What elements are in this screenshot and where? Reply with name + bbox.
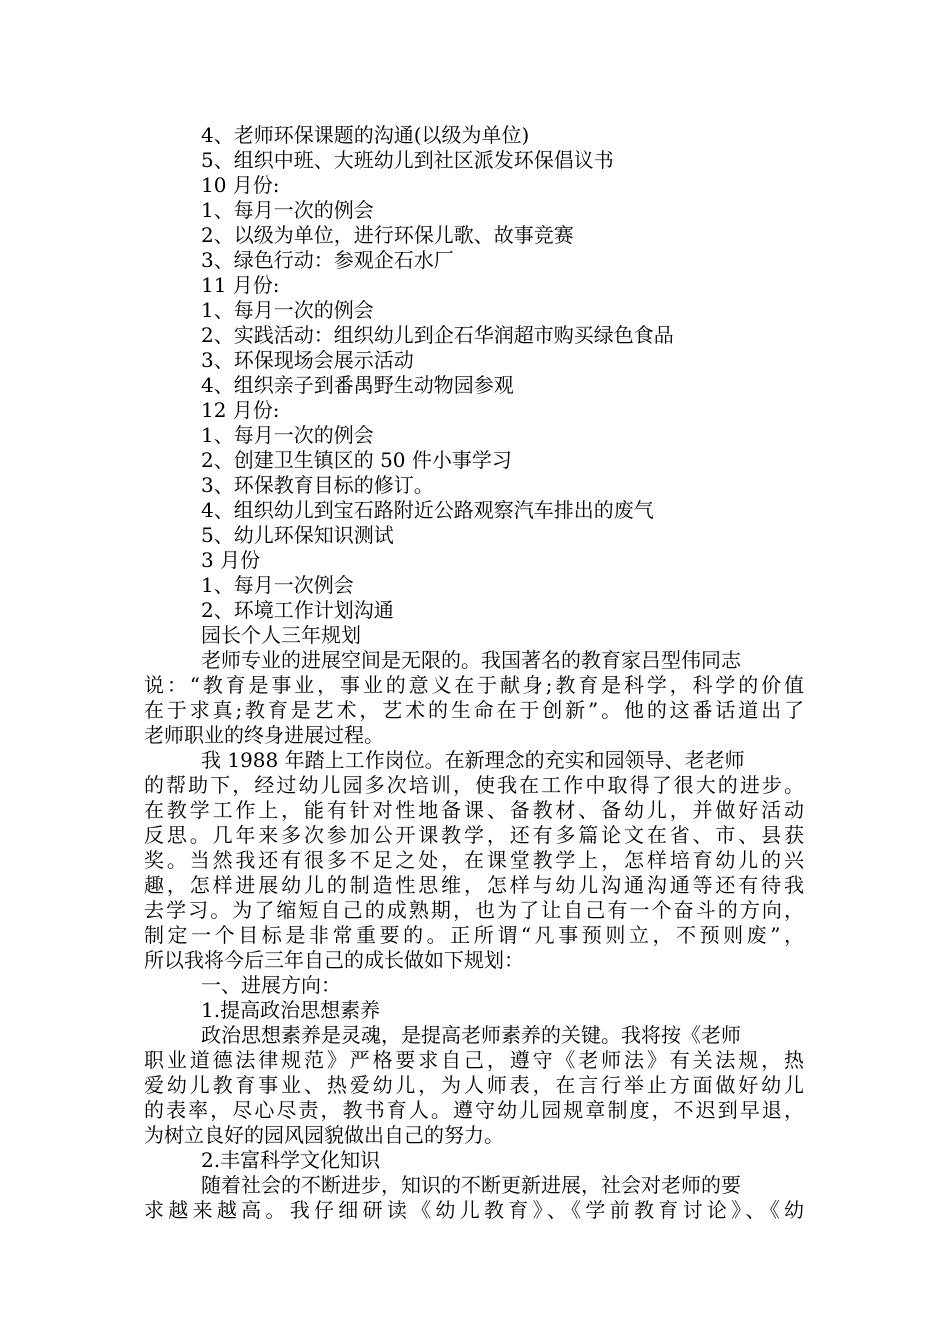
text-line: 1、每月一次的例会 [201, 298, 374, 322]
text-line: 2、创建卫生镇区的 50 件小事学习 [201, 448, 512, 472]
paragraph-line: 职业道德法律规范》严格要求自己，遵守《老师法》有关法规，热 [144, 1048, 804, 1072]
paragraph-line: 的表率，尽心尽责，教书育人。遵守幼儿园规章制度，不迟到早退， [144, 1098, 804, 1122]
month-heading: 3 月份 [201, 548, 261, 572]
paragraph-line: 去学习。为了缩短自己的成熟期，也为了让自己有一个奋斗的方向， [144, 898, 804, 922]
paragraph-line: 政治思想素养是灵魂，是提高老师素养的关键。我将按《老师 [201, 1023, 741, 1047]
paragraph-line: 制定一个目标是非常重要的。正所谓“凡事预则立，不预则废”， [144, 923, 804, 947]
paragraph-line: 所以我将今后三年自己的成长做如下规划： [144, 948, 524, 972]
paragraph-line: 说：“教育是事业，事业的意义在于献身;教育是科学，科学的价值 [144, 673, 804, 697]
paragraph-line: 我 1988 年踏上工作岗位。在新理念的充实和园领导、老老师 [201, 748, 745, 772]
paragraph-line: 老师专业的进展空间是无限的。我国著名的教育家吕型伟同志 [201, 648, 741, 672]
paragraph-line: 趣，怎样进展幼儿的制造性思维，怎样与幼儿沟通沟通等还有待我 [144, 873, 804, 897]
month-heading: 12 月份: [201, 398, 280, 422]
text-line: 3、环保教育目标的修订。 [201, 473, 434, 497]
month-heading: 11 月份: [201, 273, 280, 297]
paragraph-line: 为树立良好的园风园貌做出自己的努力。 [144, 1123, 504, 1147]
text-line: 4、组织幼儿到宝石路附近公路观察汽车排出的废气 [201, 498, 654, 522]
text-line: 2、实践活动：组织幼儿到企石华润超市购买绿色食品 [201, 323, 674, 347]
paragraph-line: 在于求真;教育是艺术，艺术的生命在于创新”。他的这番话道出了 [144, 698, 804, 722]
subsection-heading: 2.丰富科学文化知识 [201, 1148, 381, 1172]
section-heading: 一、进展方向： [201, 973, 341, 997]
text-line: 1、每月一次的例会 [201, 423, 374, 447]
text-line: 4、组织亲子到番禺野生动物园参观 [201, 373, 514, 397]
paragraph-line: 反思。几年来多次参加公开课教学，还有多篇论文在省、市、县获 [144, 823, 804, 847]
subsection-heading: 1.提高政治思想素养 [201, 998, 381, 1022]
paragraph-line: 爱幼儿教育事业、热爱幼儿，为人师表，在言行举止方面做好幼儿 [144, 1073, 804, 1097]
text-line: 5、组织中班、大班幼儿到社区派发环保倡议书 [201, 148, 614, 172]
text-line: 2、以级为单位，进行环保儿歌、故事竞赛 [201, 223, 574, 247]
text-line: 1、每月一次例会 [201, 573, 354, 597]
month-heading: 10 月份: [201, 173, 280, 197]
section-title: 园长个人三年规划 [201, 623, 361, 647]
paragraph-line: 的帮助下，经过幼儿园多次培训，使我在工作中取得了很大的进步。 [144, 773, 804, 797]
text-line: 3、环保现场会展示活动 [201, 348, 414, 372]
text-line: 4、老师环保课题的沟通(以级为单位) [201, 123, 530, 147]
paragraph-line: 随着社会的不断进步，知识的不断更新进展，社会对老师的要 [201, 1173, 741, 1197]
paragraph-line: 求越来越高。我仔细研读《幼儿教育》、《学前教育讨论》、《幼 [144, 1198, 804, 1222]
text-line: 2、环境工作计划沟通 [201, 598, 394, 622]
paragraph-line: 老师职业的终身进展过程。 [144, 723, 384, 747]
text-line: 5、幼儿环保知识测试 [201, 523, 394, 547]
paragraph-line: 在教学工作上，能有针对性地备课、备教材、备幼儿，并做好活动 [144, 798, 804, 822]
text-line: 3、绿色行动：参观企石水厂 [201, 248, 454, 272]
paragraph-line: 奖。当然我还有很多不足之处，在课堂教学上，怎样培育幼儿的兴 [144, 848, 804, 872]
text-line: 1、每月一次的例会 [201, 198, 374, 222]
